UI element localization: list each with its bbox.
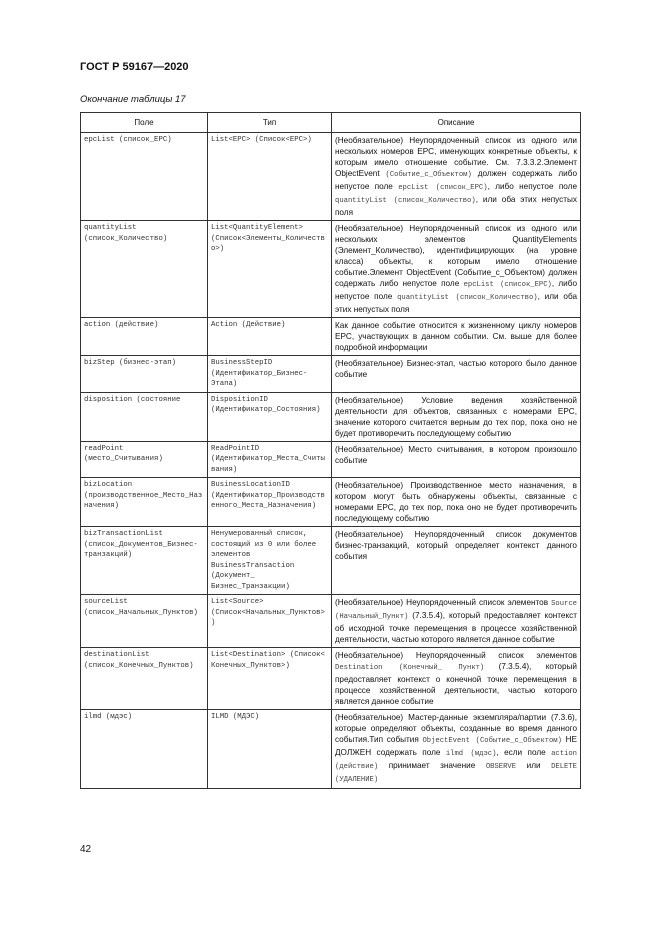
description-text: , или оба этих непустых поля xyxy=(335,195,577,217)
description-text: (Необязательное) Мастер-данные экземпляра/партии (7.3.6), которые определяют объекты, созданные во время данного события. xyxy=(335,713,577,744)
description-text: должен содержать либо непустое поле xyxy=(335,169,578,191)
cell-type: BusinessLocationID (Идентификатор_Производственного_Места_Назначения) xyxy=(208,478,332,527)
table-row xyxy=(81,527,581,595)
description-text: Тип события xyxy=(369,735,423,744)
description-text: Как данное событие относится к жизненному циклу номеров EPC, участвующих в данном событии. См. выше для более подробной информации xyxy=(335,321,577,352)
cell-field: disposition (состояние xyxy=(81,392,208,441)
cell-description xyxy=(332,527,581,595)
cell-field: ilmd (мдэс) xyxy=(81,710,208,789)
description-text: (Необязательное) Неупорядоченный список документов бизнес-транзакций, который определяет контекст данного события xyxy=(335,530,577,561)
cell-type: BusinessStepID (Идентификатор_Бизнес-Этапа) xyxy=(208,356,332,393)
table-row xyxy=(81,356,581,393)
description-text: (Необязательное) Место считывания, в котором произошло событие xyxy=(335,444,577,465)
table-row xyxy=(81,221,581,318)
code-term: Source (Начальный_Пункт) xyxy=(335,600,577,621)
description-text: , или оба этих непустых поля xyxy=(335,292,578,314)
table-row xyxy=(81,318,581,356)
column-header-type: Тип xyxy=(208,113,332,133)
cell-field: destinationList (список_Конечных_Пунктов) xyxy=(81,648,208,710)
cell-description xyxy=(332,648,581,710)
code-term: ObjectEvent (Событие_с_Объектом) xyxy=(422,737,562,745)
table-row xyxy=(81,648,581,710)
column-header-field: Поле xyxy=(81,113,208,133)
cell-field: bizLocation (производственное_Место_Назначения) xyxy=(81,478,208,527)
cell-description xyxy=(332,318,581,356)
cell-description xyxy=(332,133,581,221)
cell-type: Ненумерованный список, состоящий из 0 или более элементов BusinessTransaction (Документ_ Бизнес_Транзакции) xyxy=(208,527,332,595)
cell-field: sourceList (список_Начальных_Пунктов) xyxy=(81,595,208,648)
description-text: (7.3.5.4), который предоставляет контекст о конечной точке перемещения в процессе хозяйственной деятельности, частью которого является данное событие xyxy=(335,662,577,706)
code-term: action (действие) xyxy=(335,750,577,771)
cell-description xyxy=(332,595,581,648)
column-header-description: Описание xyxy=(332,113,581,133)
cell-type: List<EPC> (Список<EPC>) xyxy=(208,133,332,221)
code-term: OBSERVE xyxy=(485,763,517,771)
table-header-row xyxy=(81,113,581,133)
cell-field: epcList (список_EPC) xyxy=(81,133,208,221)
code-term: DELETE (УДАЛЕНИЕ) xyxy=(335,763,577,784)
cell-description xyxy=(332,710,581,789)
cell-field: bizTransactionList (список_Документов_Бизнес-транзакций) xyxy=(81,527,208,595)
description-text: (Необязательное) Неупорядоченный список элементов xyxy=(335,651,577,660)
description-text: , либо непустое поле xyxy=(335,279,577,301)
code-term: epcList (список_EPC) xyxy=(398,184,488,192)
cell-description xyxy=(332,356,581,393)
table-row xyxy=(81,478,581,527)
description-text: (Необязательное) Условие ведения хозяйственной деятельности для объектов, связанных с номерами EPC, значение которого считается верным до тех пор, пока оно не будет противоречить последующему событию xyxy=(335,395,577,438)
description-text: (Необязательное) Неупорядоченный список из одного или нескольких элементов QuantityElements (Элемент_Количество), идентифицирующих (на уровне класса) объекты, к которым имело отношение событие. xyxy=(335,224,577,277)
table-row xyxy=(81,392,581,441)
table-row xyxy=(81,595,581,648)
cell-type: ILMD (МДЭС) xyxy=(208,710,332,789)
description-text: (Необязательное) Неупорядоченный список элементов xyxy=(335,598,552,607)
description-text: , если поле xyxy=(496,748,552,757)
code-term: quantityList (список_Количество) xyxy=(397,294,538,302)
table-caption: Окончание таблицы 17 xyxy=(80,94,186,105)
description-text: Элемент ObjectEvent (Событие_с_Объектом) должен содержать либо непустое поле xyxy=(335,268,577,288)
code-term: ilmd (мдэс) xyxy=(445,750,497,758)
cell-description xyxy=(332,221,581,318)
standard-header: ГОСТ Р 59167—2020 xyxy=(80,61,189,73)
cell-type: List<Source> (Список<Начальных_Пунктов>) xyxy=(208,595,332,648)
table-row xyxy=(81,710,581,789)
cell-field: quantityList (список_Количество) xyxy=(81,221,208,318)
code-term: Destination (Конечный_ Пункт) xyxy=(335,664,485,672)
page-number: 42 xyxy=(80,844,92,855)
description-text: (Необязательное) Неупорядоченный список из одного или нескольких номеров EPC, именующих конкретные объекты, к которым имело отношение событие. См. 7.3.3.2. xyxy=(335,136,577,167)
table-row xyxy=(81,133,581,221)
cell-field: action (действие) xyxy=(81,318,208,356)
description-text: , либо непустое поле xyxy=(487,182,577,191)
code-term: epcList (список_EPC) xyxy=(463,281,552,289)
cell-type: List<QuantityElement> (Список<Элементы_Количество>) xyxy=(208,221,332,318)
cell-description xyxy=(332,441,581,478)
cell-field: readPoint (место_Считывания) xyxy=(81,441,208,478)
description-text: (Необязательное) Бизнес-этап, частью которого было данное событие xyxy=(335,359,577,379)
cell-description xyxy=(332,392,581,441)
fields-table xyxy=(80,112,581,789)
table-row xyxy=(81,441,581,478)
cell-type: ReadPointID (Идентификатор_Места_Считывания) xyxy=(208,441,332,478)
description-text: НЕ ДОЛЖЕН содержать поле xyxy=(335,735,577,757)
description-text: принимает значение xyxy=(378,761,486,770)
cell-type: DispositionID (Идентификатор_Состояния) xyxy=(208,392,332,441)
code-term: (Событие_с_Объектом) xyxy=(385,171,472,179)
cell-field: bizStep (бизнес-этап) xyxy=(81,356,208,393)
cell-type: List<Destination> (Список< Конечных_Пунктов>) xyxy=(208,648,332,710)
description-text: (7.3.5.4), который предоставляет контекст об исходной точке перемещения в процессе хозяйственной деятельности, частью которого является данное событие xyxy=(335,611,577,644)
description-text: или xyxy=(516,761,552,770)
cell-description xyxy=(332,478,581,527)
description-text: Элемент ObjectEvent xyxy=(335,158,577,178)
description-text: (Необязательное) Производственное место назначения, в котором могут быть обнаружены объекты, связанные с номерами EPC, до тех пор, пока оно не будет противоречить последующему событию xyxy=(335,481,577,523)
cell-type: Action (Действие) xyxy=(208,318,332,356)
code-term: quantityList (список_Количество) xyxy=(335,197,476,205)
